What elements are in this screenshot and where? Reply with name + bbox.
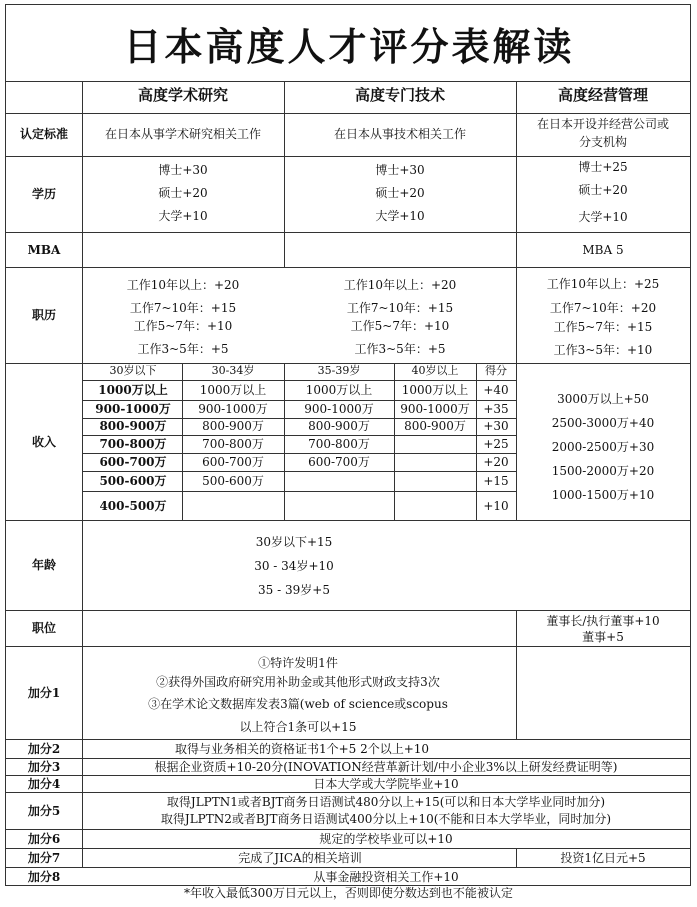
- income-cell: 700-800万: [202, 437, 264, 451]
- income-cell: 600-700万: [99, 455, 167, 469]
- col-divider: [82, 81, 83, 867]
- edu-management-doctor: 博士+25: [578, 160, 628, 174]
- income-management: 1000-1500万+10: [551, 488, 655, 502]
- row-divider: [6, 646, 690, 647]
- career-academic-10: 工作10年以上：+20: [126, 278, 240, 292]
- bonus3-text: 根据企业资质+10-20分(INOVATION经营革新计划/中小企业3%以上研发经费证明等): [154, 760, 618, 774]
- income-header-over40: 40岁以上: [411, 364, 459, 377]
- income-management: 1500-2000万+20: [551, 464, 655, 478]
- income-cell: 900-1000万: [95, 402, 171, 416]
- col-divider: [516, 610, 517, 740]
- career-technical-5: 工作5~7年：+10: [350, 319, 450, 333]
- edu-management-master: 硕士+20: [578, 183, 628, 197]
- income-col-divider: [476, 363, 477, 521]
- age-30-34: 30 - 34岁+10: [254, 559, 334, 573]
- bonus4-text: 日本大学或大学院毕业+10: [313, 777, 459, 791]
- career-technical-10: 工作10年以上：+20: [343, 278, 457, 292]
- income-cell: 600-700万: [202, 455, 264, 469]
- income-header-30-34: 30-34岁: [211, 364, 255, 377]
- edu-technical-doctor: 博士+30: [375, 163, 425, 177]
- row-divider: [6, 848, 690, 849]
- row-divider: [6, 232, 690, 233]
- edu-academic-doctor: 博士+30: [158, 163, 208, 177]
- page-title: 日本高度人才评分表解读: [123, 23, 575, 69]
- row-divider: [6, 267, 690, 268]
- label-income: 收入: [31, 435, 57, 449]
- position-chairman: 董事长/执行董事+10: [546, 614, 660, 628]
- income-divider: [83, 453, 516, 454]
- position-director: 董事+5: [582, 630, 624, 644]
- label-career: 职历: [31, 308, 57, 322]
- income-management: 2500-3000万+40: [551, 416, 655, 430]
- income-cell: 900-1000万: [304, 402, 374, 416]
- income-cell: 500-600万: [202, 474, 264, 488]
- income-cell: 800-900万: [99, 419, 167, 433]
- col-divider: [284, 363, 285, 521]
- income-management: 3000万以上+50: [557, 392, 649, 406]
- standard-academic: 在日本从事学术研究相关工作: [104, 127, 262, 141]
- col-divider: [516, 848, 517, 867]
- income-score: +35: [483, 402, 509, 416]
- income-divider: [83, 400, 516, 401]
- income-cell: 1000万以上: [199, 383, 267, 397]
- edu-management-bachelor: 大学+10: [578, 210, 628, 224]
- income-cell: 800-900万: [202, 419, 264, 433]
- row-divider: [6, 520, 690, 521]
- row-divider: [6, 113, 690, 114]
- income-cell: 700-800万: [308, 437, 370, 451]
- edu-academic-bachelor: 大学+10: [158, 209, 208, 223]
- bonus5-line: 取得JLPTN1或者BJT商务日语测试480分以上+15(可以和日本大学毕业同时加分): [166, 795, 606, 809]
- income-score: +20: [483, 455, 509, 469]
- mba-management: MBA 5: [582, 243, 624, 257]
- row-divider: [6, 156, 690, 157]
- income-cell: 800-900万: [308, 419, 370, 433]
- income-divider: [83, 471, 516, 472]
- income-col-divider: [182, 363, 183, 521]
- col-divider: [284, 81, 285, 268]
- footnote: *年收入最低300万日元以上，否则即使分数达到也不能被认定: [184, 886, 513, 900]
- income-cell: 400-500万: [99, 499, 167, 513]
- label-bonus2: 加分2: [27, 742, 61, 756]
- income-score: +10: [483, 499, 509, 513]
- income-header-35-39: 35-39岁: [317, 364, 361, 377]
- score-table: [5, 4, 691, 886]
- career-academic-7: 工作7~10年：+15: [129, 301, 237, 315]
- income-header-under30: 30岁以下: [109, 364, 157, 377]
- bonus1-line: ②获得外国政府研究用补助金或其他形式财政支持3次: [156, 675, 440, 689]
- income-cell: 900-1000万: [198, 402, 268, 416]
- label-age: 年龄: [31, 558, 57, 572]
- row-divider: [6, 610, 690, 611]
- income-divider: [83, 435, 516, 436]
- label-education: 学历: [31, 187, 57, 201]
- career-management-5: 工作5~7年：+15: [553, 320, 653, 334]
- income-cell: 700-800万: [99, 437, 167, 451]
- edu-academic-master: 硕士+20: [158, 186, 208, 200]
- income-header-score: 得分: [485, 364, 507, 377]
- income-score: +15: [483, 474, 509, 488]
- bonus2-text: 取得与业务相关的资格证书1个+5 2个以上+10: [174, 742, 430, 756]
- bonus6-text: 规定的学校毕业可以+10: [319, 832, 453, 846]
- career-management-7: 工作7~10年：+20: [549, 301, 657, 315]
- label-bonus4: 加分4: [27, 777, 61, 791]
- income-divider: [83, 380, 516, 381]
- edu-technical-bachelor: 大学+10: [375, 209, 425, 223]
- label-bonus7: 加分7: [27, 851, 61, 865]
- income-score: +40: [483, 383, 509, 397]
- row-divider: [6, 792, 690, 793]
- age-under30: 30岁以下+15: [255, 535, 333, 549]
- income-cell: 900-1000万: [400, 402, 470, 416]
- career-management-10: 工作10年以上：+25: [546, 277, 660, 291]
- label-position: 职位: [31, 621, 57, 635]
- bonus7-text: 完成了JICA的相关培训: [238, 851, 362, 865]
- edu-technical-master: 硕士+20: [375, 186, 425, 200]
- bonus1-line: 以上符合1条可以+15: [239, 720, 357, 734]
- standard-management-line1: 在日本开设并经营公司或: [536, 117, 670, 131]
- bonus1-line: ①特许发明1件: [258, 656, 338, 670]
- career-academic-3: 工作3~5年：+5: [137, 342, 229, 356]
- label-bonus8: 加分8: [27, 870, 61, 884]
- row-divider: [6, 867, 690, 868]
- income-divider: [83, 491, 516, 492]
- label-bonus3: 加分3: [27, 760, 61, 774]
- income-col-divider: [394, 363, 395, 521]
- income-cell: 500-600万: [99, 474, 167, 488]
- header-management: 高度经营管理: [557, 86, 649, 104]
- income-cell: 600-700万: [308, 455, 370, 469]
- career-management-3: 工作3~5年：+10: [553, 343, 653, 357]
- bonus1-line: ③在学术论文数据库发表3篇(web of science或scopus: [148, 697, 448, 711]
- bonus7-management: 投资1亿日元+5: [560, 851, 646, 865]
- row-divider: [6, 775, 690, 776]
- bonus8-text: 从事金融投资相关工作+10: [313, 870, 459, 884]
- standard-technical: 在日本从事技术相关工作: [333, 127, 467, 141]
- row-divider: [6, 829, 690, 830]
- career-technical-7: 工作7~10年：+15: [346, 301, 454, 315]
- row-divider: [6, 758, 690, 759]
- career-technical-3: 工作3~5年：+5: [354, 342, 446, 356]
- col-divider: [516, 81, 517, 521]
- header-academic: 高度学术研究: [137, 86, 229, 104]
- label-mba: MBA: [27, 243, 61, 257]
- income-score: +25: [483, 437, 509, 451]
- bonus5-line: 取得JLPTN2或者BJT商务日语测试400分以上+10(不能和日本大学毕业，同时加分): [160, 812, 612, 826]
- row-divider: [6, 81, 690, 82]
- income-cell: 1000万以上: [98, 383, 168, 397]
- income-management: 2000-2500万+30: [551, 440, 655, 454]
- standard-management-line2: 分支机构: [578, 135, 628, 149]
- income-cell: 1000万以上: [401, 383, 469, 397]
- label-bonus1: 加分1: [27, 686, 61, 700]
- income-cell: 1000万以上: [305, 383, 373, 397]
- label-bonus6: 加分6: [27, 832, 61, 846]
- income-cell: 800-900万: [404, 419, 466, 433]
- income-score: +30: [483, 419, 509, 433]
- age-35-39: 35 - 39岁+5: [258, 583, 330, 597]
- row-divider: [6, 739, 690, 740]
- label-standard: 认定标准: [19, 127, 69, 141]
- label-bonus5: 加分5: [27, 804, 61, 818]
- header-technical: 高度专门技术: [354, 86, 446, 104]
- career-academic-5: 工作5~7年：+10: [133, 319, 233, 333]
